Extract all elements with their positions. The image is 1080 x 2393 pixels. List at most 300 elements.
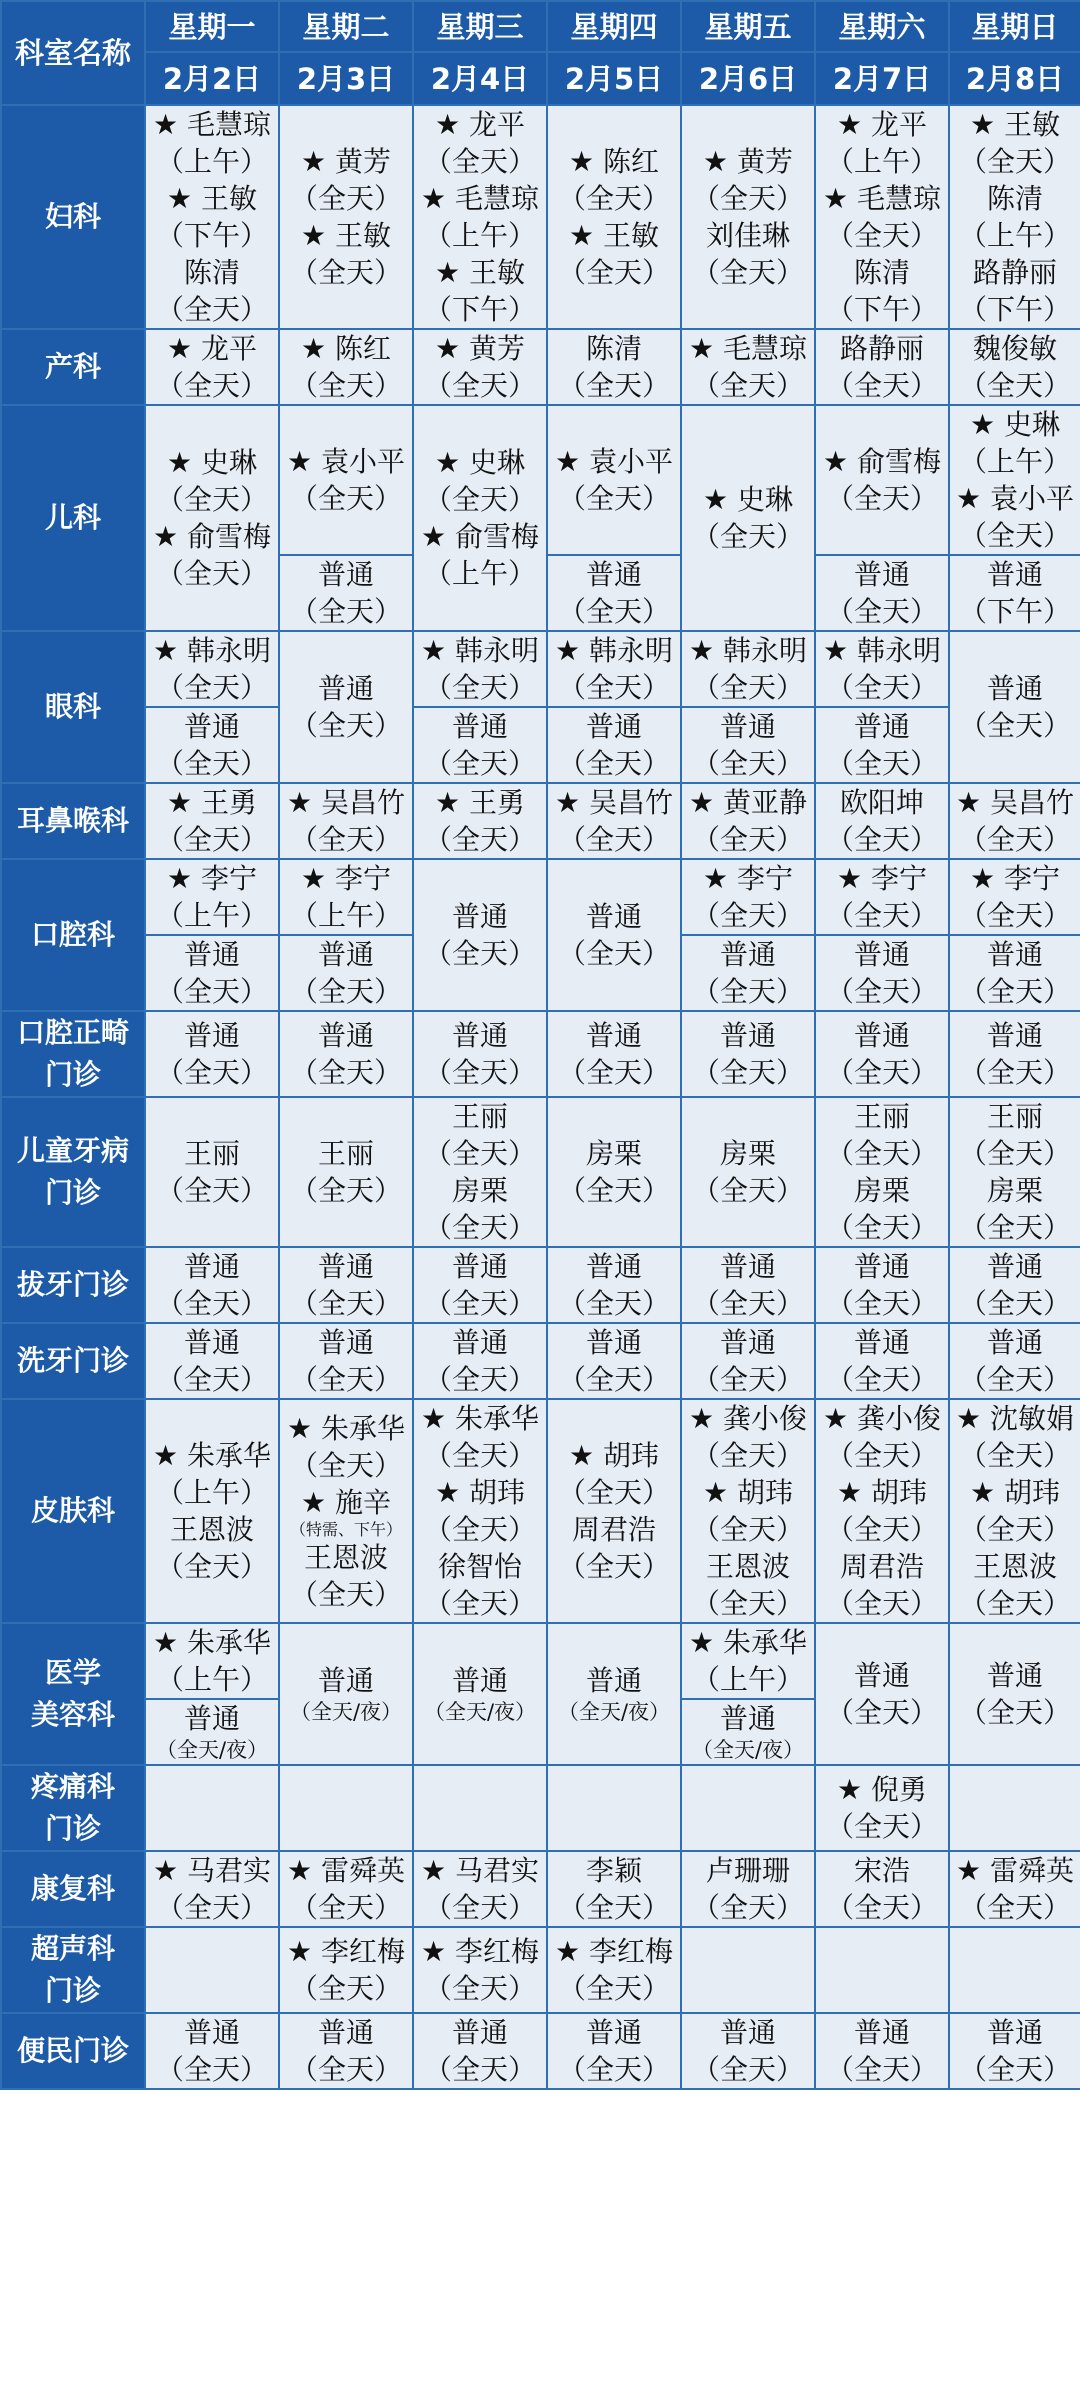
doctor-name: ★ 雷舜英 [955,1854,1074,1887]
table-row [1,1247,1080,1323]
session-time: （全天/夜） [155,1738,269,1762]
session-time: （全天） [423,1137,536,1170]
session-time: （全天） [557,595,670,628]
session-time: （全天） [423,937,536,970]
doctor-name: ★ 陈红 [568,145,659,178]
doctor-name: 普通 [317,558,374,591]
doctor-name: 普通 [183,1019,240,1052]
session-time: （全天） [423,1439,536,1472]
doctor-name: 普通 [853,1019,910,1052]
doctor-name: 普通 [986,672,1043,705]
schedule-cell [815,935,949,1011]
session-time: （全天） [557,1476,670,1509]
department-name [1,1011,145,1097]
schedule-cell [413,1097,547,1247]
session-time: （全天） [825,899,938,932]
doctor-name: 普通 [719,1250,776,1283]
schedule-cell [145,1011,279,1097]
schedule-cell [547,105,681,329]
session-time: （上午） [155,1476,268,1509]
department-label: 拔牙门诊 [16,1268,129,1301]
doctor-name: ★ 黄芳 [434,332,525,365]
schedule-cell [815,783,949,859]
doctor-name: 普通 [719,710,776,743]
session-time: （全天） [155,1550,268,1583]
doctor-name: ★ 史琳 [166,446,257,479]
weekday-header: 星期二 [279,1,413,52]
session-time: （全天） [557,1056,670,1089]
table-row [1,859,1080,935]
schedule-cell [279,329,413,405]
doctor-name: 普通 [451,2016,508,2049]
weekday-header: 星期一 [145,1,279,52]
session-time: （全天） [557,1891,670,1924]
doctor-name: ★ 陈红 [300,332,391,365]
doctor-name: ★ 俞雪梅 [420,520,539,553]
schedule-cell [815,105,949,329]
weekday-header: 星期四 [547,1,681,52]
session-time: （全天） [155,293,268,326]
table-row [1,329,1080,405]
schedule-cell [681,1851,815,1927]
department-name [1,1323,145,1399]
schedule-cell [547,707,681,783]
doctor-name: 普通 [451,900,508,933]
session-time: （全天） [691,520,804,553]
doctor-name: 王丽 [317,1137,374,1170]
schedule-cell [681,329,815,405]
session-time: （上午） [289,899,402,932]
doctor-name: ★ 朱承华 [688,1626,807,1659]
department-label: 超声科 [30,1932,115,1965]
doctor-name: ★ 龙平 [166,332,257,365]
department-label: 门诊 [44,1058,101,1091]
schedule-cell [547,1247,681,1323]
session-time: （全天） [423,145,536,178]
session-time: （全天） [289,975,402,1008]
doctor-name: 房栗 [585,1137,642,1170]
table-row [1,631,1080,707]
schedule-cell [949,935,1080,1011]
schedule-cell [949,1247,1080,1323]
table-row [1,405,1080,555]
schedule-cell [815,1399,949,1623]
session-time: （全天） [289,482,402,515]
schedule-cell [815,1097,949,1247]
doctor-name: ★ 王勇 [166,786,257,819]
doctor-name: ★ 吴昌竹 [955,786,1074,819]
session-time: （全天） [825,1696,938,1729]
doctor-name: 普通 [451,1019,508,1052]
schedule-cell [949,859,1080,935]
schedule-cell [145,1927,279,2013]
schedule-cell [681,707,815,783]
session-time: （全天） [155,2053,268,2086]
session-time: （全天） [958,145,1071,178]
doctor-name: 普通 [585,900,642,933]
doctor-name: 普通 [986,1326,1043,1359]
doctor-name: ★ 韩永明 [554,634,673,667]
doctor-name: 普通 [183,938,240,971]
doctor-name: 李颖 [585,1854,642,1887]
doctor-name: 普通 [986,1659,1043,1692]
session-time: （全天） [155,557,268,590]
doctor-name: ★ 毛慧琼 [688,332,807,365]
session-time: （全天） [289,2053,402,2086]
doctor-name: ★ 李宁 [702,862,793,895]
schedule-cell [145,1765,279,1851]
doctor-name: 房栗 [986,1174,1043,1207]
session-time: （全天） [557,1550,670,1583]
session-time: （全天/夜） [557,1700,671,1724]
schedule-cell [681,1399,815,1623]
schedule-cell [145,707,279,783]
doctor-name: 普通 [317,1019,374,1052]
doctor-name: ★ 毛慧琼 [822,182,941,215]
doctor-name: ★ 史琳 [434,446,525,479]
doctor-name: ★ 袁小平 [286,445,405,478]
session-time: （全天） [691,823,804,856]
schedule-cell [815,1927,949,2013]
doctor-name: 普通 [317,938,374,971]
session-time: （全天） [958,709,1071,742]
schedule-cell [413,1247,547,1323]
schedule-cell [279,105,413,329]
schedule-cell [949,1927,1080,2013]
doctor-name: ★ 俞雪梅 [822,445,941,478]
date-header: 2月7日 [815,52,949,105]
schedule-cell [815,1623,949,1765]
doctor-name: 周君浩 [571,1513,656,1546]
session-time: （全天） [557,182,670,215]
session-time: （全天） [155,975,268,1008]
session-time: （全天） [155,483,268,516]
schedule-cell [547,631,681,707]
doctor-name: ★ 黄芳 [300,145,391,178]
doctor-name: 普通 [585,1019,642,1052]
session-time: （全天） [958,1891,1071,1924]
schedule-cell [413,1927,547,2013]
schedule-cell [279,1851,413,1927]
schedule-cell [413,1011,547,1097]
schedule-cell [145,1623,279,1699]
schedule-cell [547,1765,681,1851]
doctor-name: 刘佳琳 [705,219,790,252]
session-time: （全天） [423,1056,536,1089]
session-time: （全天） [289,1363,402,1396]
doctor-name: ★ 马君实 [152,1854,271,1887]
session-time: （全天） [289,1174,402,1207]
session-time: （全天） [155,671,268,704]
date-header: 2月2日 [145,52,279,105]
schedule-cell [681,1927,815,2013]
schedule-cell [279,1011,413,1097]
session-time: （全天） [958,1056,1071,1089]
weekday-header: 星期五 [681,1,815,52]
department-label: 门诊 [44,1176,101,1209]
session-time: （全天） [825,1513,938,1546]
department-label: 口腔科 [30,918,115,951]
doctor-name: ★ 胡玮 [568,1439,659,1472]
schedule-cell [279,1323,413,1399]
schedule-cell [681,1623,815,1699]
schedule-cell [145,2013,279,2089]
schedule-cell [279,1247,413,1323]
schedule-cell [413,405,547,631]
schedule-cell [279,1399,413,1623]
doctor-name: ★ 沈敏娟 [955,1402,1074,1435]
session-time: （全天） [958,1287,1071,1320]
doctor-name: 普通 [719,1326,776,1359]
schedule-cell [413,1851,547,1927]
doctor-name: 陈清 [853,256,910,289]
doctor-name: 普通 [585,558,642,591]
department-label: 儿科 [44,501,101,534]
doctor-name: ★ 王勇 [434,786,525,819]
doctor-name: 普通 [986,2016,1043,2049]
schedule-cell [815,1247,949,1323]
doctor-name: 普通 [986,1019,1043,1052]
schedule-cell [547,1851,681,1927]
session-time: （全天） [958,1363,1071,1396]
session-time: （全天） [155,1174,268,1207]
session-time: （上午） [958,219,1071,252]
session-time: （全天） [958,1587,1071,1620]
schedule-cell [949,1851,1080,1927]
session-time: （全天） [423,1891,536,1924]
department-label: 口腔正畸 [16,1016,129,1049]
schedule-cell [279,1097,413,1247]
schedule-cell [279,783,413,859]
table-row [1,1323,1080,1399]
schedule-cell [815,859,949,935]
doctor-name: 陈清 [585,332,642,365]
schedule-cell [547,1011,681,1097]
session-time: （全天） [825,595,938,628]
doctor-name: ★ 朱承华 [152,1439,271,1472]
session-time: （全天） [423,1211,536,1244]
schedule-cell [949,1097,1080,1247]
session-time: （全天） [557,256,670,289]
doctor-name: 王丽 [451,1100,508,1133]
doctor-name: 普通 [585,710,642,743]
department-name [1,631,145,783]
schedule-cell [815,405,949,555]
doctor-name: 王恩波 [169,1513,254,1546]
session-time: （全天） [423,2053,536,2086]
doctor-name: ★ 龙平 [434,108,525,141]
session-time: （全天） [958,975,1071,1008]
doctor-name: ★ 朱承华 [420,1402,539,1435]
doctor-name: 普通 [719,1019,776,1052]
doctor-name: ★ 韩永明 [152,634,271,667]
session-time: （全天） [289,256,402,289]
schedule-cell [145,783,279,859]
department-name [1,1623,145,1765]
session-time: （全天） [958,1513,1071,1546]
session-time: （全天） [423,1363,536,1396]
schedule-cell [681,1699,815,1765]
department-name [1,2013,145,2089]
session-time: （上午） [691,1663,804,1696]
schedule-cell [145,105,279,329]
doctor-name: 宋浩 [853,1854,910,1887]
session-time: （全天） [825,1810,938,1843]
doctor-name: ★ 毛慧琼 [152,108,271,141]
session-time: （全天） [958,1439,1071,1472]
session-time: （全天/夜） [289,1700,403,1724]
session-time: （全天） [289,1891,402,1924]
session-time: （全天） [691,899,804,932]
schedule-cell [949,555,1080,631]
session-time: （上午） [958,445,1071,478]
doctor-name: ★ 袁小平 [554,445,673,478]
schedule-cell [547,1323,681,1399]
session-time: （全天） [423,1287,536,1320]
doctor-name: ★ 吴昌竹 [286,786,405,819]
session-time: （全天） [825,1211,938,1244]
doctor-name: 普通 [317,1250,374,1283]
session-time: （全天） [958,823,1071,856]
schedule-cell [815,1011,949,1097]
session-time: （全天） [825,369,938,402]
doctor-name: 普通 [183,1250,240,1283]
schedule-cell [547,2013,681,2089]
table-row [1,2013,1080,2089]
doctor-name: 普通 [719,2016,776,2049]
department-label: 妇科 [44,200,101,233]
session-time: （上午） [155,145,268,178]
session-time: （全天） [825,1056,938,1089]
session-time: （全天） [289,1448,402,1482]
date-header: 2月5日 [547,52,681,105]
doctor-name: 魏俊敏 [972,332,1057,365]
doctor-name: ★ 李宁 [166,862,257,895]
doctor-name: ★ 胡玮 [702,1476,793,1509]
schedule-cell [681,631,815,707]
session-time: （全天） [825,1287,938,1320]
doctor-name: ★ 史琳 [702,483,793,516]
schedule-cell [279,631,413,783]
doctor-name: ★ 李宁 [969,862,1060,895]
session-time: （全天） [958,1696,1071,1729]
table-row [1,783,1080,859]
doctor-name: 普通 [183,1702,240,1735]
session-time: （全天） [557,1174,670,1207]
schedule-cell [279,935,413,1011]
department-label: 疼痛科 [30,1770,115,1803]
schedule-cell [413,2013,547,2089]
session-time: （下午） [825,293,938,326]
doctor-name: 普通 [451,1250,508,1283]
session-time: （全天/夜） [423,1700,537,1724]
session-time: （全天/夜） [691,1738,805,1762]
session-time: （全天） [691,1587,804,1620]
doctor-name: 普通 [317,2016,374,2049]
doctor-name: 普通 [853,558,910,591]
doctor-name: ★ 韩永明 [688,634,807,667]
doctor-name: 普通 [585,2016,642,2049]
doctor-name: 普通 [183,710,240,743]
department-name [1,1851,145,1927]
date-header: 2月8日 [949,52,1080,105]
session-time: （全天） [691,1287,804,1320]
table-row [1,1399,1080,1623]
session-time: （全天） [691,671,804,704]
session-time: （全天） [557,823,670,856]
weekday-header: 星期日 [949,1,1080,52]
department-name [1,859,145,1011]
doctor-name: ★ 龚小俊 [688,1402,807,1435]
schedule-cell [279,859,413,935]
schedule-cell [145,329,279,405]
table-row [1,1623,1080,1699]
schedule-cell [413,1323,547,1399]
session-time: （全天） [423,483,536,516]
doctor-name: ★ 龚小俊 [822,1402,941,1435]
doctor-name: ★ 毛慧琼 [420,182,539,215]
session-time: （全天） [557,671,670,704]
doctor-name: 王丽 [853,1100,910,1133]
doctor-name: 王恩波 [972,1550,1057,1583]
session-time: （下午） [155,219,268,252]
table-row [1,1097,1080,1247]
session-time: （全天） [557,1363,670,1396]
session-time: （全天） [825,2053,938,2086]
schedule-cell [145,935,279,1011]
schedule-cell [949,783,1080,859]
session-time: （全天） [958,1211,1071,1244]
schedule-cell [681,935,815,1011]
schedule-cell [413,105,547,329]
department-label: 产科 [44,350,101,383]
doctor-name: ★ 李宁 [300,862,391,895]
session-time: （上午） [155,1663,268,1696]
schedule-cell [949,2013,1080,2089]
session-time: （全天） [423,1513,536,1546]
doctor-name: 卢珊珊 [705,1854,790,1887]
doctor-name: ★ 王敏 [969,108,1060,141]
session-time: （下午） [423,293,536,326]
schedule-cell [949,105,1080,329]
doctor-name: ★ 倪勇 [836,1773,927,1806]
doctor-name: ★ 王敏 [568,219,659,252]
schedule-cell [681,405,815,631]
schedule-cell [547,555,681,631]
schedule-cell [547,1623,681,1765]
schedule-cell [547,783,681,859]
table-row [1,1765,1080,1851]
session-time: （全天） [691,182,804,215]
schedule-cell [547,1399,681,1623]
weekday-header: 星期六 [815,1,949,52]
schedule-cell [145,1247,279,1323]
doctor-name: 普通 [986,1250,1043,1283]
schedule-cell [815,555,949,631]
doctor-name: 普通 [853,938,910,971]
doctor-name: ★ 朱承华 [152,1626,271,1659]
schedule-cell [145,1323,279,1399]
doctor-name: 陈清 [986,182,1043,215]
doctor-name: 欧阳坤 [839,786,924,819]
session-time: （全天） [289,1287,402,1320]
doctor-name: 普通 [183,2016,240,2049]
schedule-cell [547,1927,681,2013]
session-time: （特需、下午） [289,1519,402,1539]
department-label: 门诊 [44,1974,101,2007]
department-name [1,405,145,631]
doctor-name: 普通 [853,710,910,743]
